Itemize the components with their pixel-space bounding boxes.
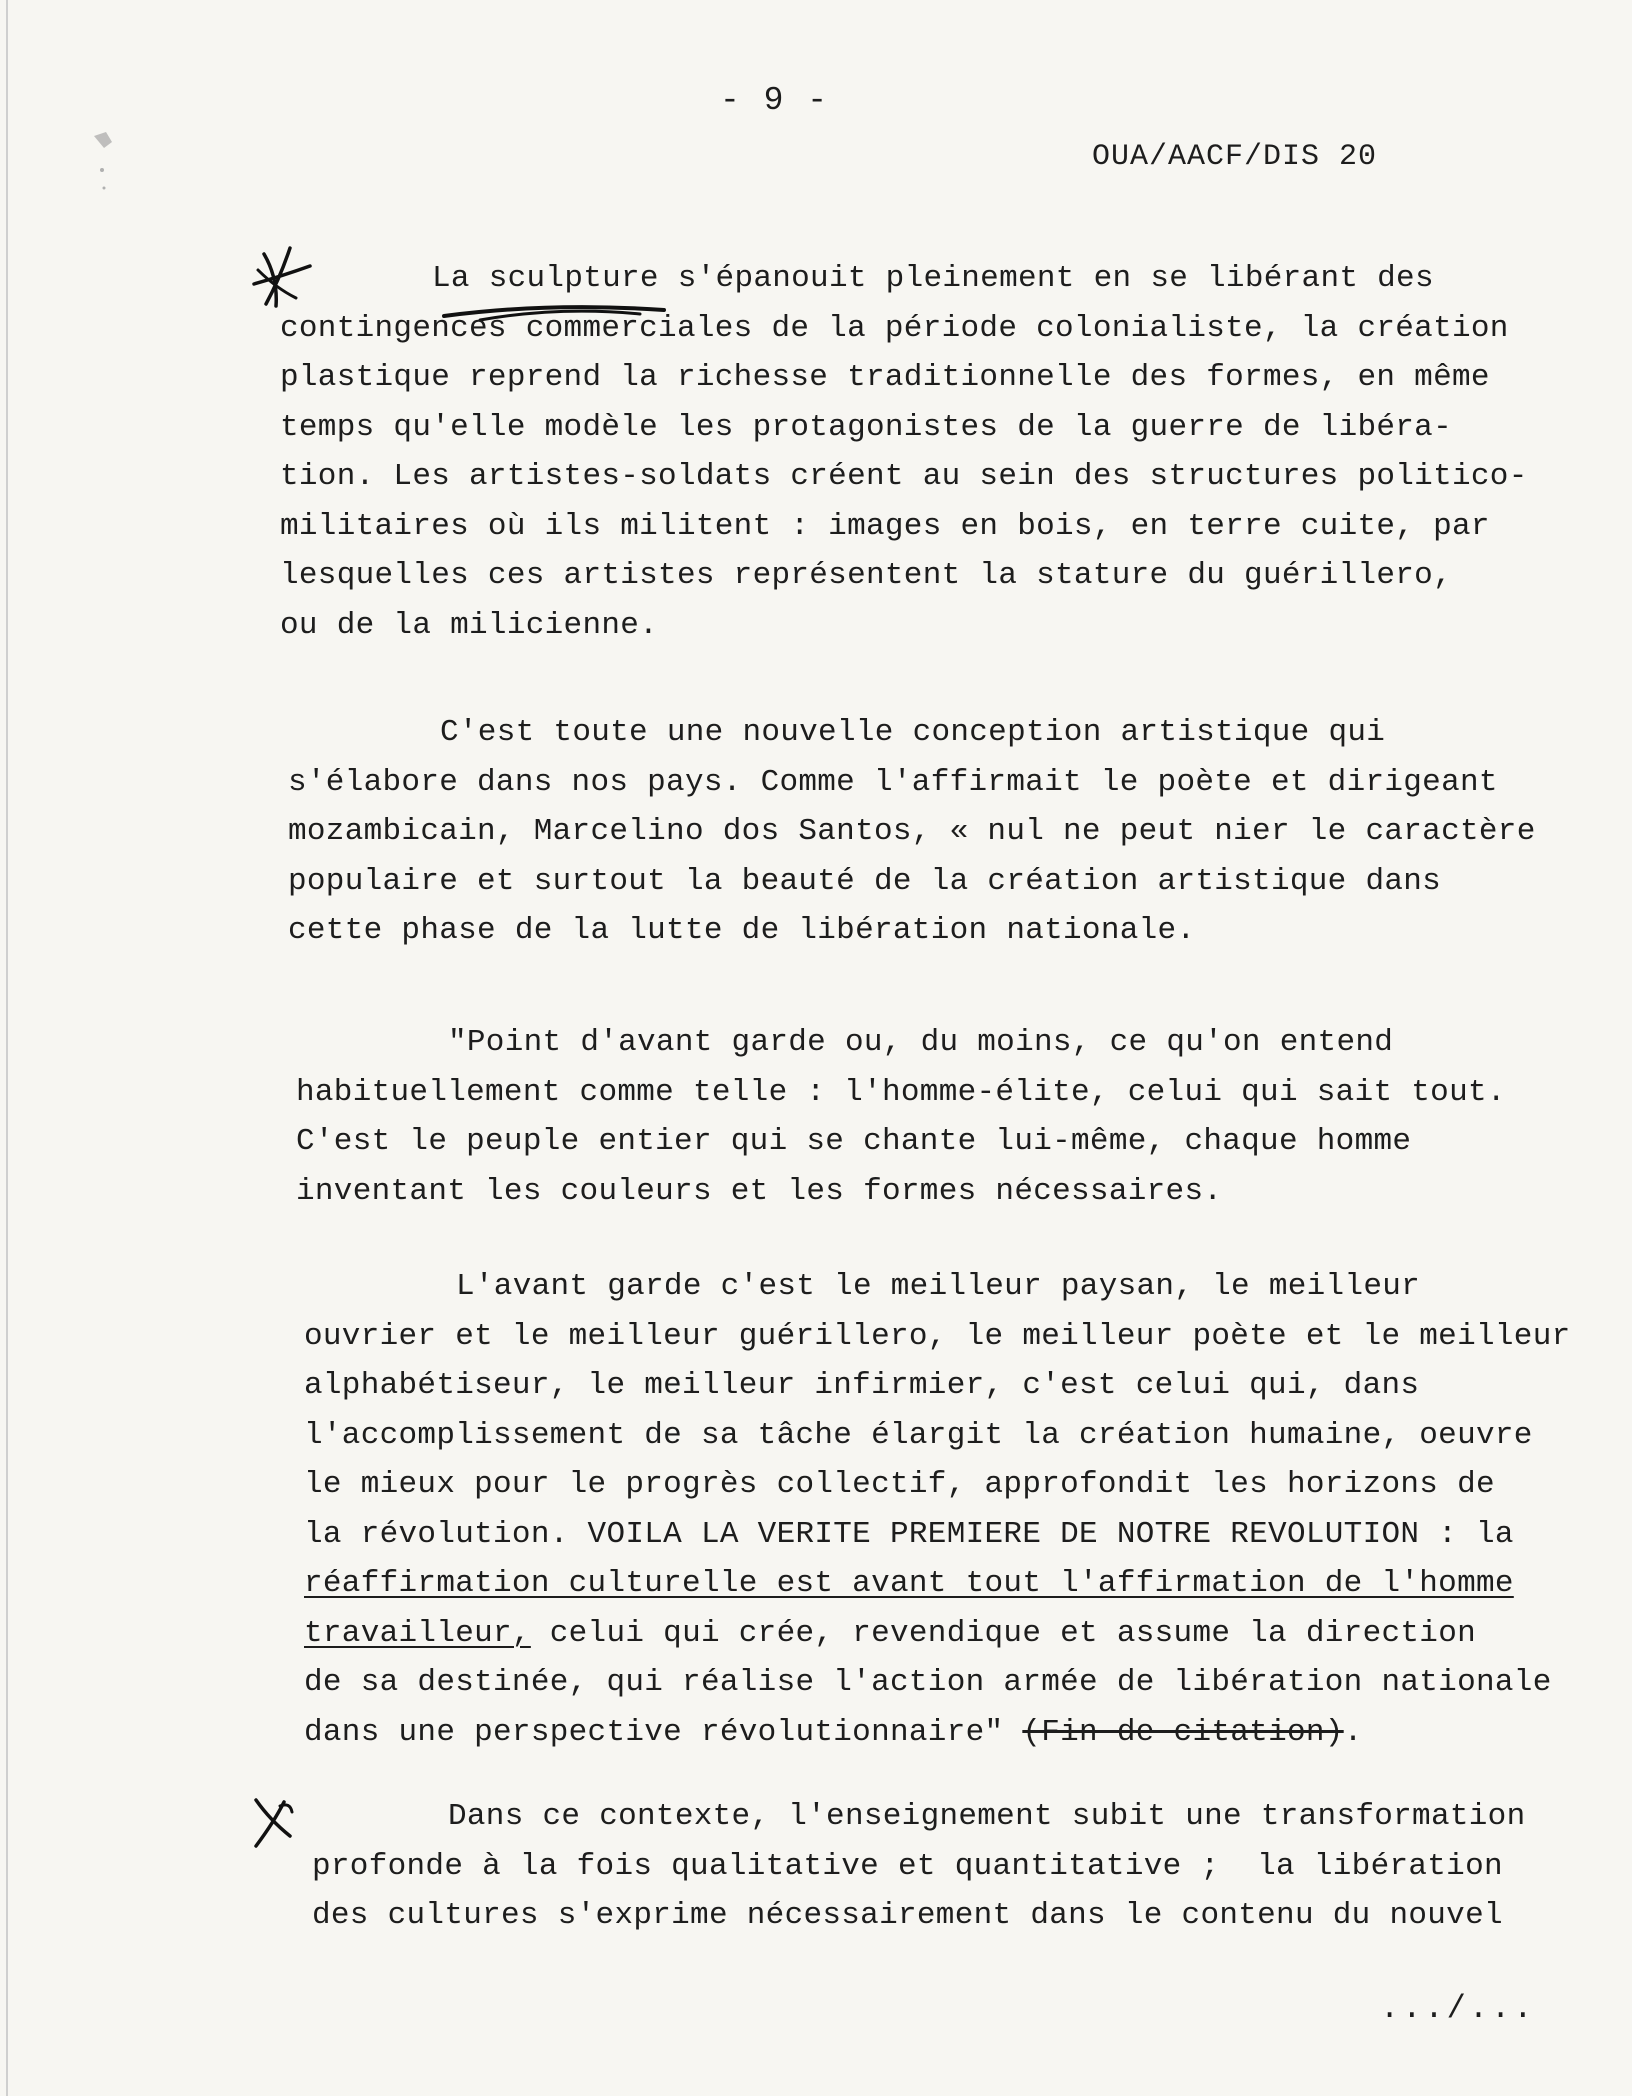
paragraph-line: C'est toute une nouvelle conception artistique qui: [440, 715, 1386, 750]
paragraph-line: ou de la milicienne.: [280, 607, 659, 643]
underlined-word: travailleur,: [304, 1615, 531, 1651]
paragraph-line: de sa destinée, qui réalise l'action armée de libération nationale: [304, 1665, 1552, 1700]
paragraph-line: cette phase de la lutte de libération nationale.: [288, 913, 1196, 948]
paragraph-line: C'est le peuple entier qui se chante lui-même, chaque homme: [296, 1124, 1412, 1159]
paragraph-line: s'élabore dans nos pays. Comme l'affirmait le poète et dirigeant: [288, 764, 1498, 800]
paragraph-sculpture: [280, 254, 1528, 650]
paragraph-enseignement: [312, 1792, 1525, 1941]
paragraph-line: la révolution. VOILA LA VERITE PREMIERE DE NOTRE REVOLUTION : la: [304, 1516, 1514, 1552]
paragraph-line: L'avant garde c'est le meilleur paysan, le meilleur: [456, 1269, 1421, 1304]
scan-smudge: [92, 130, 122, 200]
document-reference: OUA/AACF/DIS 20: [1092, 140, 1378, 174]
paragraph-conception: [288, 708, 1536, 956]
paragraph-line: tion. Les artistes-soldats créent au sein des structures politico-: [280, 459, 1528, 494]
paragraph-line: habituellement comme telle : l'homme-élite, celui qui sait tout.: [296, 1074, 1506, 1110]
paragraph-line: le mieux pour le progrès collectif, approfondit les horizons de: [304, 1467, 1495, 1502]
paragraph-line: contingences commerciales de la période colonialiste, la création: [280, 310, 1509, 346]
underlined-line: réaffirmation culturelle est avant tout l'affirmation de l'homme: [304, 1566, 1514, 1601]
paragraph-line: populaire et surtout la beauté de la création artistique dans: [288, 863, 1442, 899]
paragraph-line: militaires où ils militent : images en bois, en terre cuite, par: [280, 508, 1490, 544]
paragraph-line: lesquelles ces artistes représentent la stature du guérillero,: [280, 558, 1452, 593]
struck-text: (Fin de citation): [1022, 1714, 1344, 1750]
paragraph-line: La sculpture s'épanouit pleinement en se libérant des: [432, 261, 1434, 296]
paragraph-line: dans une perspective révolutionnaire": [304, 1714, 1023, 1750]
paragraph-line: des cultures s'exprime nécessairement dans le contenu du nouvel: [312, 1898, 1503, 1933]
paragraph-line: inventant les couleurs et les formes nécessaires.: [296, 1173, 1223, 1209]
paragraph-line: plastique reprend la richesse traditionnelle des formes, en même: [280, 360, 1490, 395]
paragraph-avant-garde-quote: [296, 1018, 1506, 1216]
paragraph-line: temps qu'elle modèle les protagonistes de la guerre de libéra-: [280, 409, 1452, 445]
paragraph-line: "Point d'avant garde ou, du moins, ce qu'on entend: [448, 1025, 1394, 1060]
page-number: - 9 -: [720, 82, 830, 119]
paragraph-line: profonde à la fois qualitative et quantitative ; la libération: [312, 1848, 1503, 1884]
paragraph-line-tail: celui qui crée, revendique et assume la direction: [530, 1615, 1476, 1651]
continuation-marker: .../...: [1380, 1990, 1536, 2027]
paragraph-line: ouvrier et le meilleur guérillero, le meilleur poète et le meilleur: [304, 1318, 1571, 1354]
paragraph-line: alphabétiseur, le meilleur infirmier, c'est celui qui, dans: [304, 1368, 1420, 1403]
handwritten-cross-mark: [250, 1796, 300, 1850]
paragraph-line: mozambicain, Marcelino dos Santos, « nul ne peut nier le caractère: [288, 814, 1536, 849]
paragraph-line: l'accomplissement de sa tâche élargit la création humaine, oeuvre: [304, 1417, 1533, 1453]
paragraph-meilleur-paysan: [304, 1262, 1571, 1757]
scan-edge-shadow: [6, 0, 8, 2096]
paragraph-line: Dans ce contexte, l'enseignement subit une transformation: [448, 1799, 1526, 1834]
final-punctuation: .: [1343, 1714, 1363, 1750]
